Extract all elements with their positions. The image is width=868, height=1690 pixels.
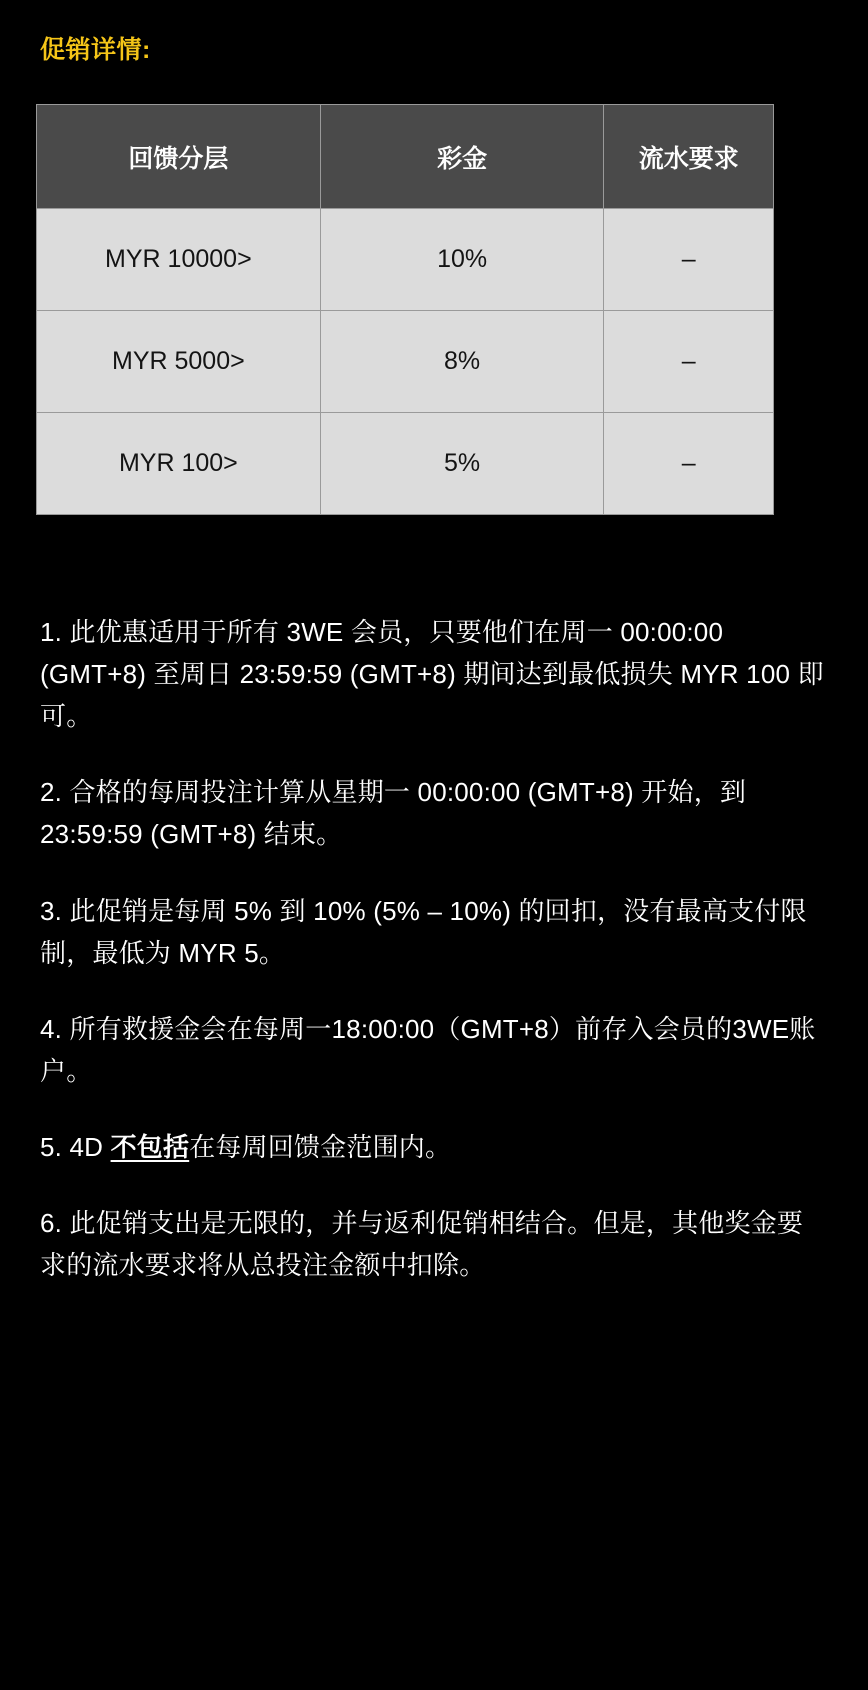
term-item-1: 1. 此优惠适用于所有 3WE 会员，只要他们在周一 00:00:00 (GMT+8) 至周日 23:59:59 (GMT+8) 期间达到最低损失 MYR 100 即可。 bbox=[40, 617, 824, 732]
table-cell-tier: MYR 100> bbox=[37, 413, 321, 515]
table-header-bonus: 彩金 bbox=[320, 105, 604, 209]
term-5-suffix: 在每周回馈金范围内。 bbox=[189, 1131, 452, 1162]
table-cell-turnover: – bbox=[604, 209, 774, 311]
table-cell-tier: MYR 10000> bbox=[37, 209, 321, 311]
table-cell-bonus: 10% bbox=[320, 209, 604, 311]
table-row bbox=[37, 311, 774, 413]
term-item-5 bbox=[40, 1126, 824, 1168]
table-row bbox=[37, 413, 774, 515]
table-cell-turnover: – bbox=[604, 311, 774, 413]
table-row bbox=[37, 209, 774, 311]
table-header-turnover: 流水要求 bbox=[604, 105, 774, 209]
term-item-3: 3. 此促销是每周 5% 到 10% (5% – 10%) 的回扣，没有最高支付限制，最低为 MYR 5。 bbox=[40, 895, 807, 968]
term-item-4: 4. 所有救援金会在每周一18:00:00（GMT+8）前存入会员的3WE账户。 bbox=[40, 1013, 816, 1086]
table-header-tier: 回馈分层 bbox=[37, 105, 321, 209]
promo-table-wrapper bbox=[36, 104, 832, 515]
term-5-prefix: 5. 4D bbox=[40, 1131, 111, 1162]
term-item-2: 2. 合格的每周投注计算从星期一 00:00:00 (GMT+8) 开始，到 23:59:59 (GMT+8) 结束。 bbox=[40, 777, 747, 850]
term-5-emphasis: 不包括 bbox=[110, 1131, 190, 1162]
table-header-row bbox=[37, 105, 774, 209]
table-cell-turnover: – bbox=[604, 413, 774, 515]
table-cell-tier: MYR 5000> bbox=[37, 311, 321, 413]
terms-and-conditions-list bbox=[36, 611, 832, 1286]
page-title: 促销详情: bbox=[40, 36, 151, 64]
rebate-tier-table bbox=[36, 104, 774, 515]
term-item-6: 6. 此促销支出是无限的，并与返利促销相结合。但是，其他奖金要求的流水要求将从总投注金额中扣除。 bbox=[40, 1208, 804, 1281]
table-cell-bonus: 8% bbox=[320, 311, 604, 413]
table-cell-bonus: 5% bbox=[320, 413, 604, 515]
